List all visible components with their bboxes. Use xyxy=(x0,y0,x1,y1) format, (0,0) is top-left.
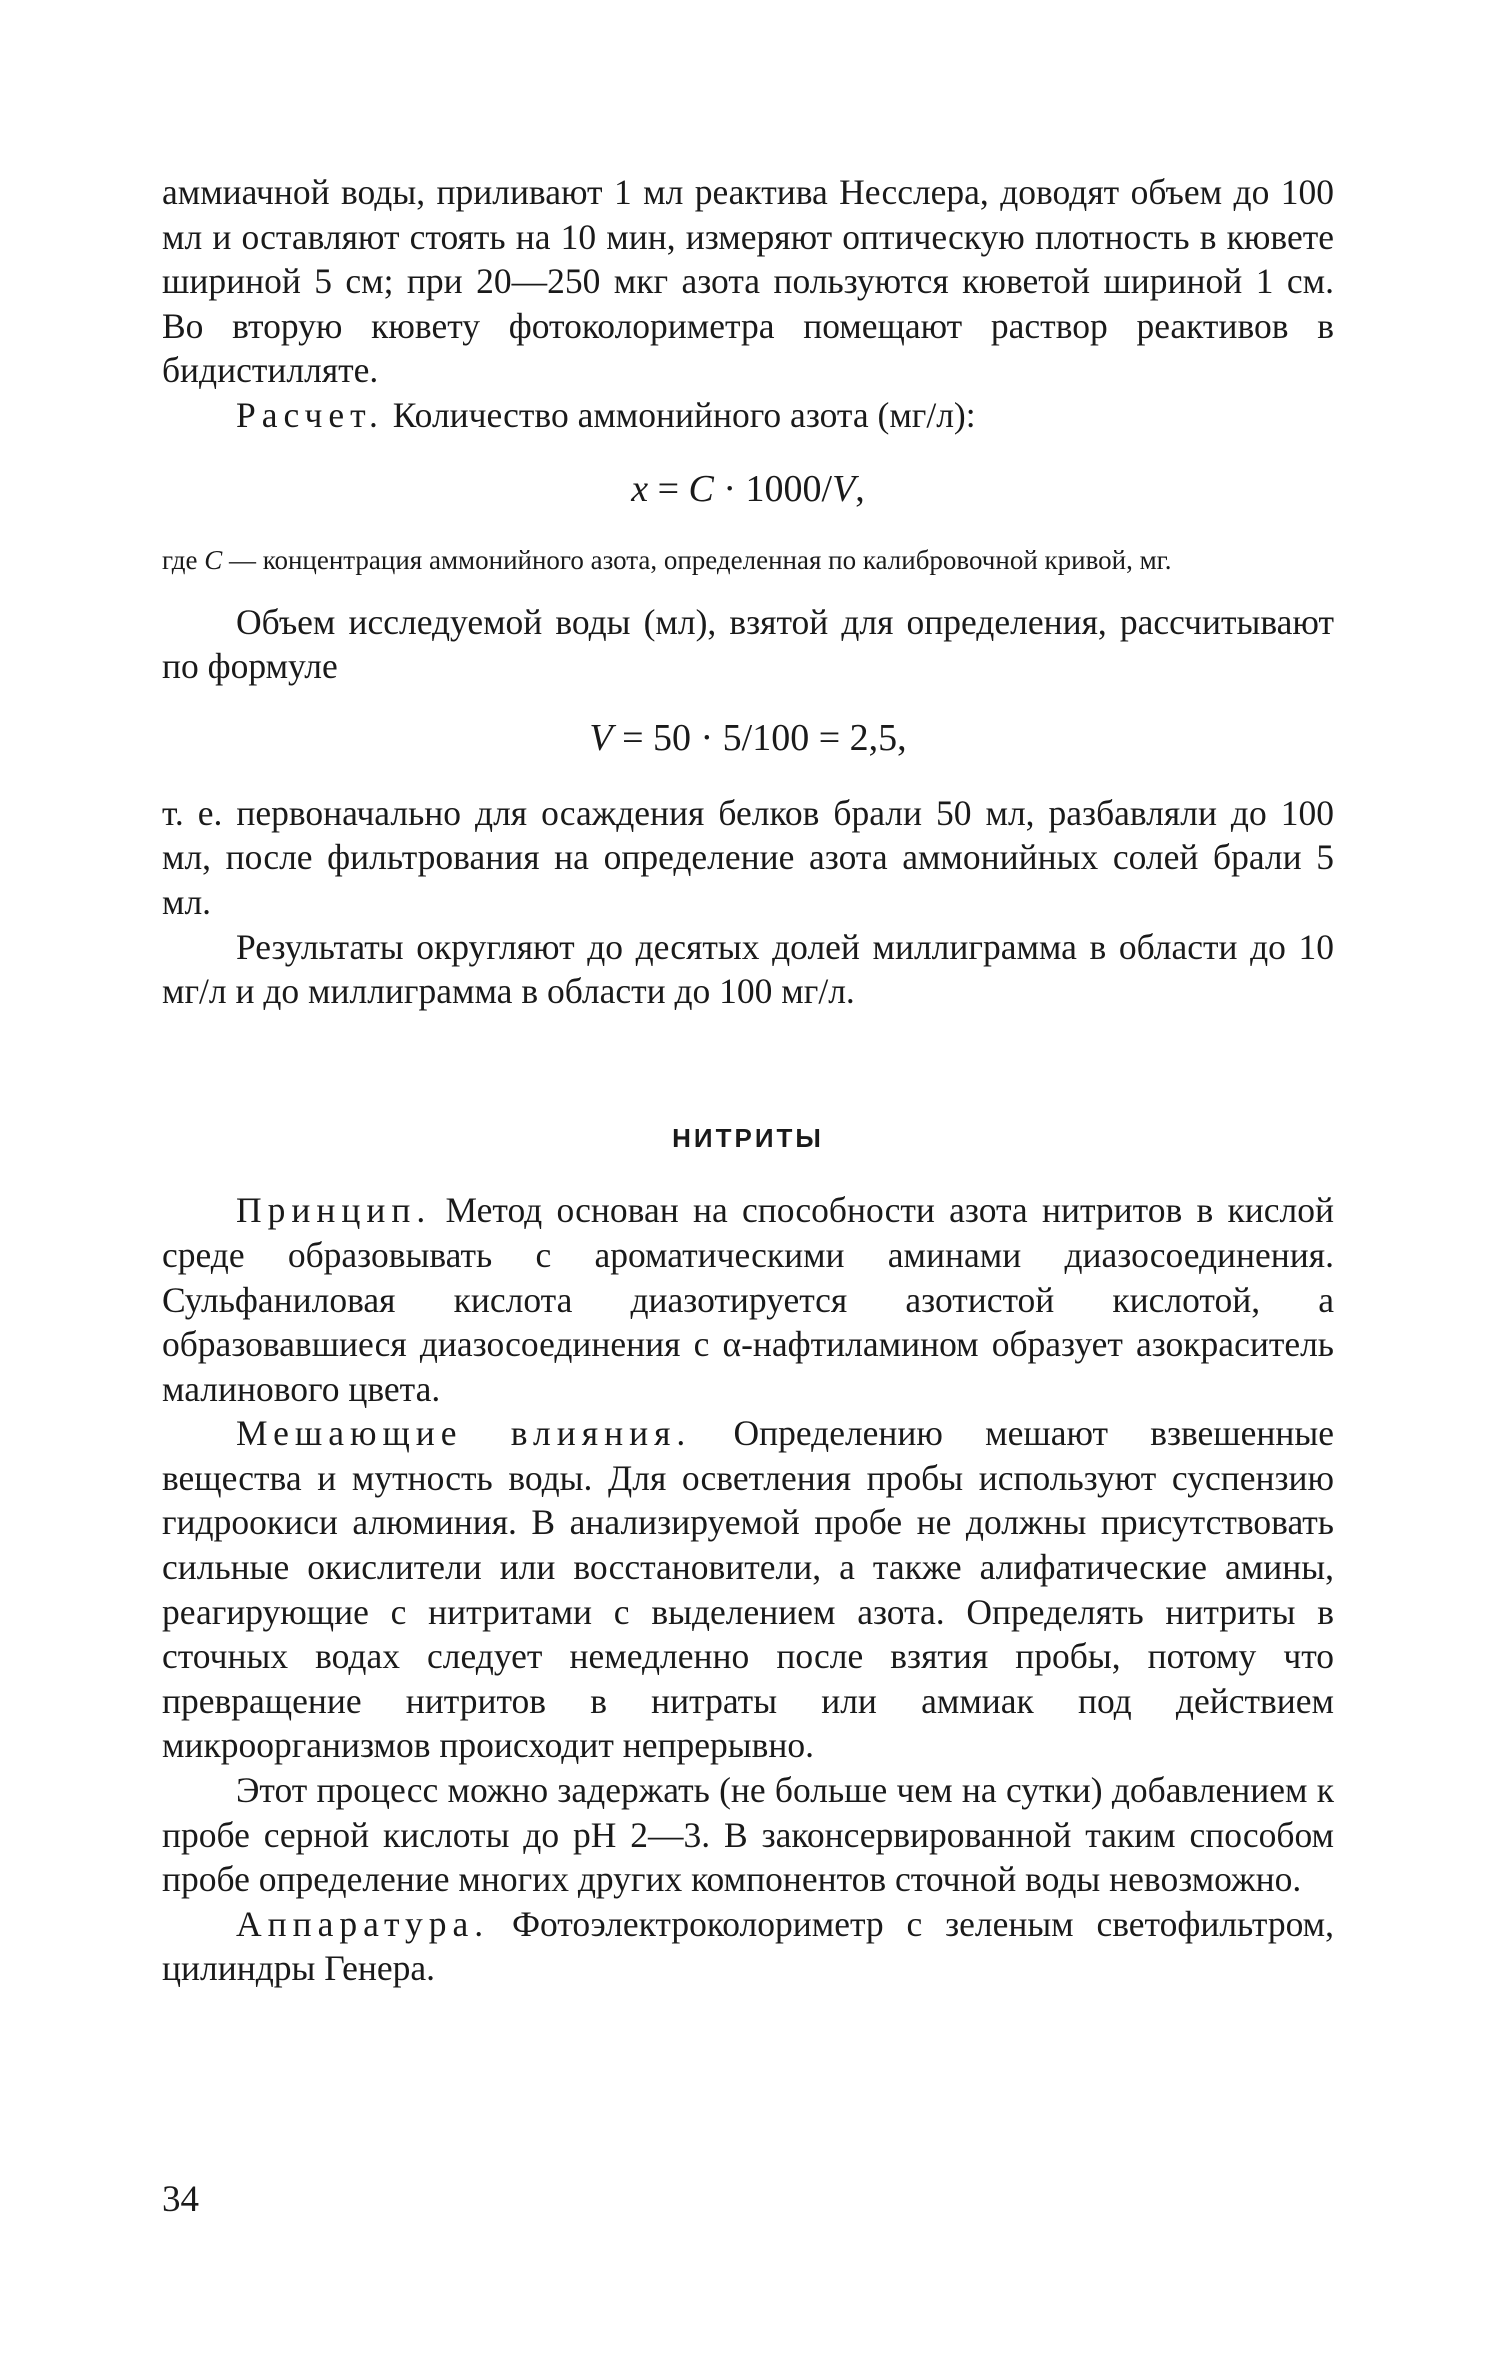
formula-ammonium xyxy=(162,464,1334,514)
apparatus-text: Фотоэлектроколориметр с зеленым светофильтром, цилиндры Генера. xyxy=(162,1903,1334,1989)
formula-eq: = xyxy=(648,467,689,510)
apparatus-label: Аппаратура. xyxy=(236,1903,490,1944)
formula-var-c: C xyxy=(688,467,714,510)
paragraph-rounding: Результаты округляют до десятых долей миллиграмма в области до 10 мг/л и до миллиграмма в области до 100 мг/л. xyxy=(162,926,1334,1012)
principle-label: Принцип. xyxy=(236,1190,432,1231)
note-var-c: C xyxy=(204,544,223,575)
paragraph-calculation xyxy=(162,393,1334,438)
formula-var-v: V xyxy=(832,467,856,510)
principle-text: Метод основан на способности азота нитритов в кислой среде образовывать с ароматическими аминами диазосоединения. Сульфаниловая кислота диазотируется азотистой кислотой, а образовавшиеся диазосоединения с α-нафтиламином образует азокраситель малинового цвета. xyxy=(162,1190,1334,1409)
calculation-label: Расчет. xyxy=(236,394,384,435)
formula-rest: · 1000/ xyxy=(713,467,833,510)
interference-text: Определению мешают взвешенные вещества и мутность воды. Для осветления пробы используют суспензию гидроокиси алюминия. В анализируемой пробе не должны присутствовать сильные окислители или восстановители, а также алифатические амины, реагирующие с нитритами с выделением азота. Определять нитриты в сточных водах следует немедленно после взятия пробы, потому что превращение нитритов в нитраты или аммиак под действием микроорганизмов происходит непрерывно. xyxy=(162,1413,1334,1766)
formula2-rest: = 50 · 5/100 = 2,5, xyxy=(612,716,907,759)
interference-label: Мешающие влияния. xyxy=(236,1413,692,1454)
note-text: — концентрация аммонийного азота, определенная по калибровочной кривой, мг. xyxy=(222,544,1172,575)
formula2-var-v: V xyxy=(589,716,613,759)
page-content xyxy=(162,170,1334,1991)
calculation-text: Количество аммонийного азота (мг/л): xyxy=(383,394,976,435)
note-prefix: где xyxy=(162,544,205,575)
paragraph-preservation: Этот процесс можно задержать (не больше чем на сутки) добавлением к пробе серной кислоты до pH 2—3. В законсервированной таким способом пробе определение многих других компонентов сточной воды невозможно. xyxy=(162,1770,1334,1900)
page-number: 34 xyxy=(162,2179,199,2220)
formula-var-x: x xyxy=(631,467,649,510)
paragraph-interference xyxy=(162,1411,1334,1768)
paragraph-apparatus xyxy=(162,1902,1334,1991)
formula-volume xyxy=(162,713,1334,763)
paragraph-explanation: т. е. первоначально для осаждения белков брали 50 мл, разбавляли до 100 мл, после фильтрования на определение азота аммонийных солей брали 5 мл. xyxy=(162,792,1334,922)
formula-end: , xyxy=(855,467,865,510)
paragraph-principle xyxy=(162,1188,1334,1411)
formula-note xyxy=(162,542,1334,578)
paragraph-ammonia-procedure: аммиачной воды, приливают 1 мл реактива Несслера, доводят объем до 100 мл и оставляют стоять на 10 мин, измеряют оптическую плотность в кювете шириной 5 см; при 20—250 мкг азота пользуются кюветой шириной 1 см. Во вторую кювету фотоколориметра помещают раствор реактивов в бидистилляте. xyxy=(162,172,1334,391)
section-heading-nitrites: НИТРИТЫ xyxy=(672,1122,824,1153)
paragraph-volume: Объем исследуемой воды (мл), взятой для определения, рассчитывают по формуле xyxy=(162,601,1334,687)
